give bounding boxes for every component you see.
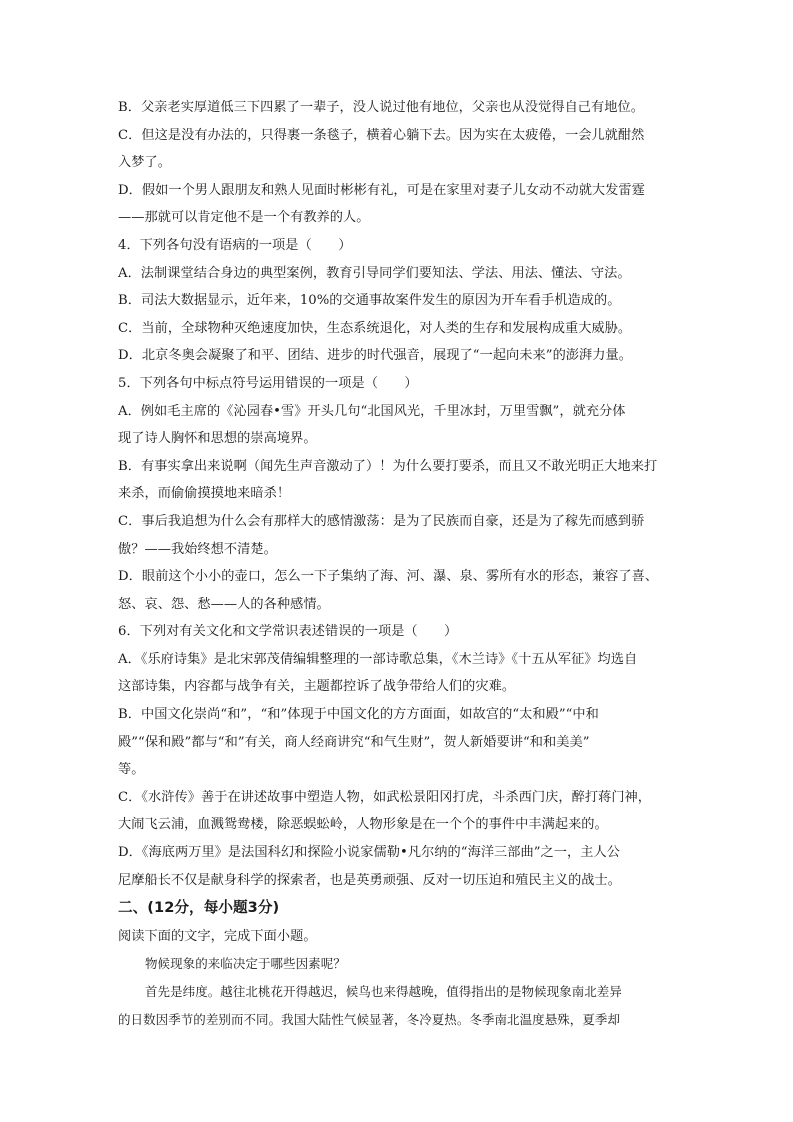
q6-option-b: B．中国文化崇尚“和”，“和”体现于中国文化的方方面面，如故宫的“太和殿”“中和 xyxy=(118,707,599,723)
q6-option-a-cont: 这部诗集，内容都与战争有关，主题都控诉了战争带给人们的灾难。 xyxy=(118,679,516,695)
q5-option-d: D．眼前这个小小的壶口，怎么一下子集纳了海、河、瀑、泉、雾所有水的形态，兼容了喜、 xyxy=(118,569,659,585)
q5-option-c: C．事后我追想为什么会有那样大的感情激荡：是为了民族而自豪，还是为了稼先而感到骄 xyxy=(118,513,645,529)
q4-option-c: C．当前，全球物种灭绝速度加快，生态系统退化，对人类的生存和发展构成重大威胁。 xyxy=(118,320,632,336)
q5-option-a-cont: 现了诗人胸怀和思想的崇高境界。 xyxy=(118,431,317,447)
q5-option-c-cont: 傲？——我始终想不清楚。 xyxy=(118,541,277,557)
q6-option-d: D．《海底两万里》是法国科幻和探险小说家儒勒•凡尔纳的“海洋三部曲”之一，主人公 xyxy=(118,845,620,861)
passage-paragraph-line: 的日数因季节的差别而不同。我国大陆性气候显著，冬冷夏热。冬季南北温度悬殊，夏季却 xyxy=(118,1011,621,1027)
q3-option-d-cont: ——那就可以肯定他不是一个有教养的人。 xyxy=(118,210,370,226)
passage-question: 物候现象的来临决定于哪些因素呢？ xyxy=(145,956,346,972)
section-heading: 二、(12分，每小题3分) xyxy=(118,899,280,917)
q6-option-b-cont-2: 等。 xyxy=(118,762,145,778)
q3-option-c: C．但这是没有办法的，只得裹一条毯子，横着心躺下去。因为实在太疲倦，一会儿就酣然 xyxy=(118,127,645,143)
q5-option-a: A．例如毛主席的《沁园春•雪》开头几句“北国风光，千里冰封，万里雪飘”，就充分体 xyxy=(118,403,626,419)
q6-option-c-cont: 大闹飞云浦，血溅鸳鸯楼，除恶蜈蚣岭，人物形象是在一个个的事件中丰满起来的。 xyxy=(118,817,608,833)
q6-option-b-cont: 殿”“保和殿”都与“和”有关，商人经商讲究“和气生财”，贺人新婚要讲“和和美美” xyxy=(118,734,590,750)
q4-option-b: B．司法大数据显示，近年来，10%的交通事故案件发生的原因为开车看手机造成的。 xyxy=(118,293,621,309)
q5-stem: 5．下列各句中标点符号运用错误的一项是（ ） xyxy=(118,375,418,391)
q3-option-c-cont: 入梦了。 xyxy=(118,155,171,171)
section-instruction: 阅读下面的文字，完成下面小题。 xyxy=(118,928,317,944)
q6-option-c: C．《水浒传》善于在讲述故事中塑造人物，如武松景阳冈打虎，斗杀西门庆，醉打蒋门神， xyxy=(118,789,652,805)
q4-option-a: A．法制课堂结合身边的典型案例，教育引导同学们要知法、学法、用法、懂法、守法。 xyxy=(118,265,631,281)
q4-stem: 4．下列各句没有语病的一项是（ ） xyxy=(118,237,352,253)
q6-option-a: A．《乐府诗集》是北宋郭茂倩编辑整理的一部诗歌总集，《木兰诗》《十五从军征》均选自 xyxy=(118,651,638,667)
q5-option-b-cont: 来杀，而偷偷摸摸地来暗杀！ xyxy=(118,486,291,502)
q3-option-d: D．假如一个男人跟朋友和熟人见面时彬彬有礼，可是在家里对妻子儿女动不动就大发雷霆 xyxy=(118,182,645,198)
q5-option-d-cont: 怒、哀、怨、愁——人的各种感情。 xyxy=(118,596,330,612)
q3-option-b: B．父亲老实厚道低三下四累了一辈子，没人说过他有地位，父亲也从没觉得自己有地位。 xyxy=(118,100,644,115)
q6-stem: 6．下列对有关文化和文学常识表述错误的一项是（ ） xyxy=(118,624,458,640)
q6-option-d-cont: 尼摩船长不仅是献身科学的探索者，也是英勇顽强、反对一切压迫和殖民主义的战士。 xyxy=(118,872,622,888)
passage-paragraph-line: 首先是纬度。越往北桃花开得越迟，候鸟也来得越晚，值得指出的是物候现象南北差异 xyxy=(145,983,622,999)
q4-option-d: D．北京冬奥会凝聚了和平、团结、进步的时代强音，展现了“一起向未来”的澎湃力量。 xyxy=(118,348,632,364)
q5-option-b: B．有事实拿出来说啊（闻先生声音激动了）！为什么要打要杀，而且又不敢光明正大地来打 xyxy=(118,458,658,474)
document-body xyxy=(118,94,683,1033)
